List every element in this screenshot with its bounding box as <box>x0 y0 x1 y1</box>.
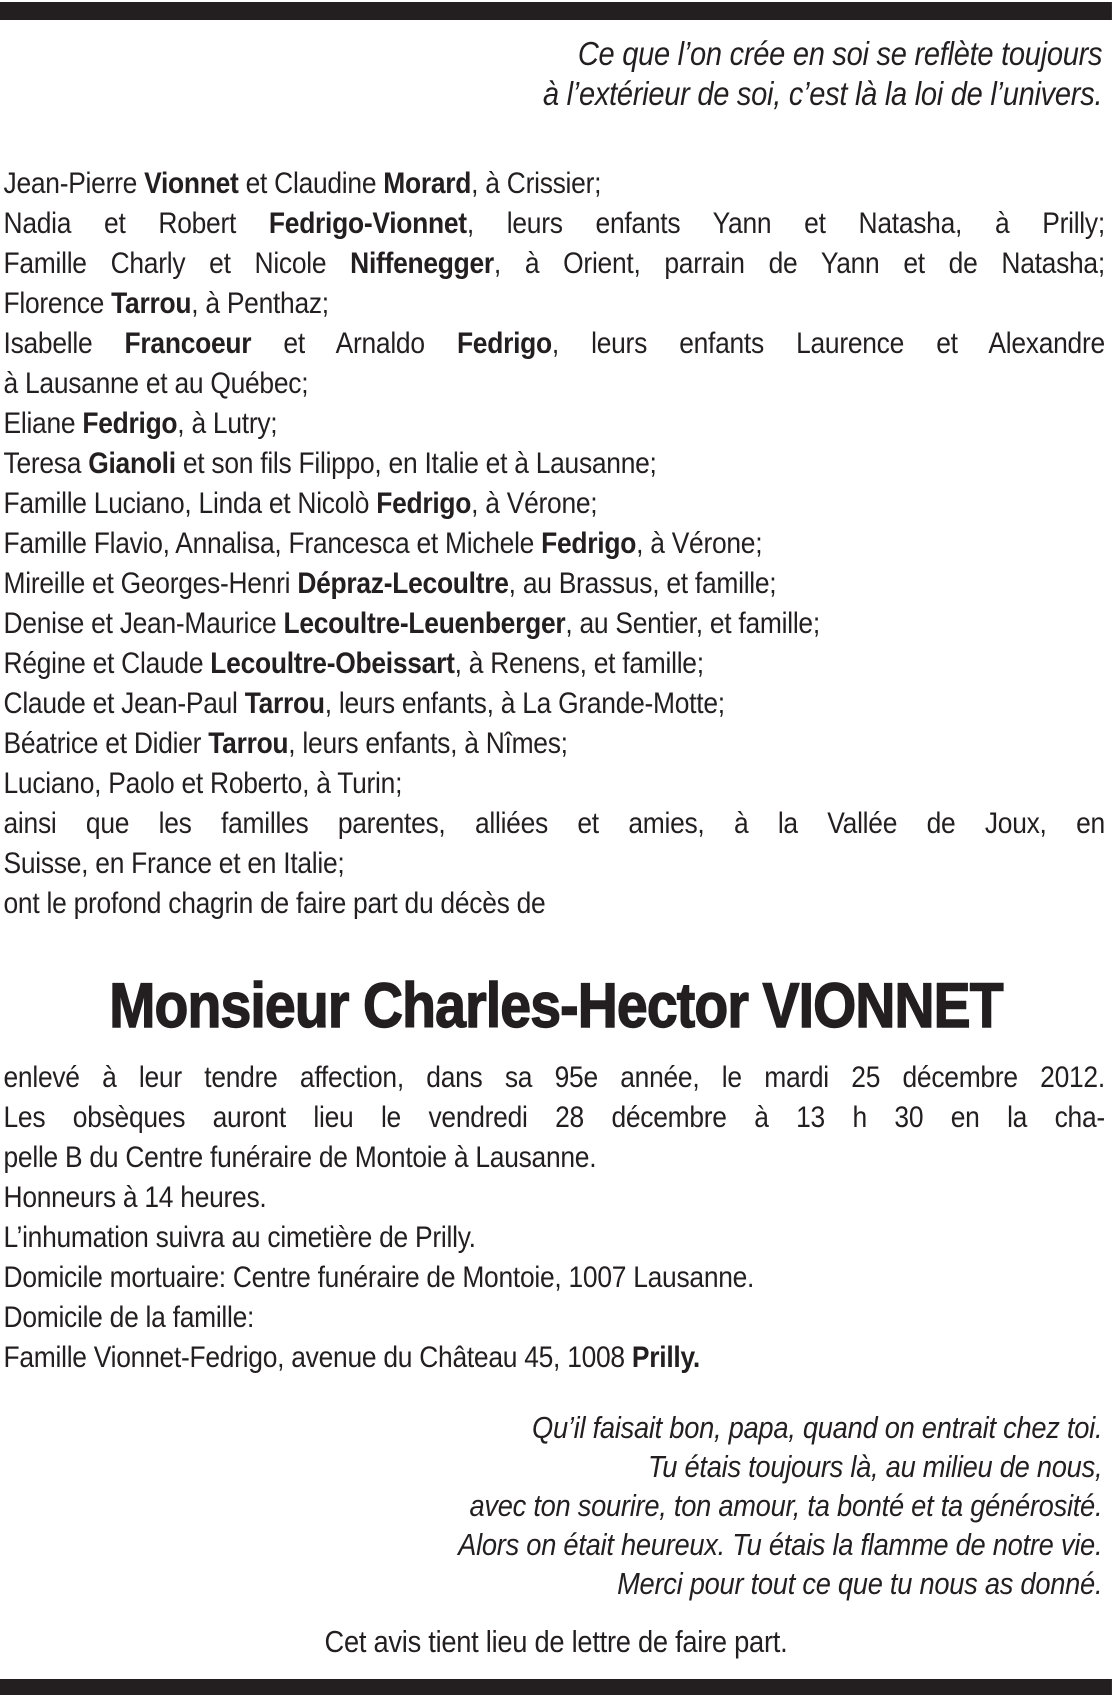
family-name-emphasis: Morard <box>383 167 472 200</box>
text-segment: ainsi que les familles parentes, alliées et amies, à la Vallée de Joux, en <box>3 807 1105 840</box>
text-segment: , à Vérone; <box>636 527 763 560</box>
family-name-emphasis: Niffenegger <box>350 247 494 280</box>
text-segment: , leurs enfants, à La Grande-Motte; <box>324 687 725 720</box>
family-line <box>4 804 1105 844</box>
family-line <box>4 364 1105 404</box>
family-line <box>4 604 1105 644</box>
text-segment: Domicile mortuaire: Centre funéraire de Montoie, 1007 Lausanne. <box>3 1261 755 1294</box>
family-name-emphasis: Tarrou <box>111 287 192 320</box>
text-segment: ont le profond chagrin de faire part du décès de <box>3 887 546 920</box>
text-segment: Les obsèques auront lieu le vendredi 28 décembre à 13 h 30 en la cha- <box>3 1101 1105 1134</box>
poem-line: Tu étais toujours là, au milieu de nous, <box>647 1449 1103 1484</box>
text-segment: , à Vérone; <box>471 487 598 520</box>
text-segment: , au Brassus, et famille; <box>508 567 777 600</box>
details-line <box>4 1218 1105 1258</box>
text-segment: , à Crissier; <box>471 167 602 200</box>
details-line <box>4 1338 1105 1378</box>
memorial-poem <box>0 1408 1112 1603</box>
family-line <box>4 684 1105 724</box>
family-name-emphasis: Gianoli <box>88 447 176 480</box>
text-segment: Famille Charly et Nicole <box>3 247 351 280</box>
text-segment: Famille Flavio, Annalisa, Francesca et Michele <box>3 527 542 560</box>
family-line <box>4 204 1105 244</box>
family-line <box>4 444 1105 484</box>
text-segment: Teresa <box>3 447 89 480</box>
text-segment: à Lausanne et au Québec; <box>3 367 309 400</box>
family-line <box>4 164 1105 204</box>
poem-line: Merci pour tout ce que tu nous as donné. <box>617 1566 1103 1601</box>
family-name-emphasis: Francoeur <box>124 327 252 360</box>
text-segment: et Arnaldo <box>251 327 457 360</box>
text-segment: Famille Luciano, Linda et Nicolò <box>3 487 377 520</box>
family-line <box>4 724 1105 764</box>
text-segment: Eliane <box>3 407 83 440</box>
family-line <box>4 844 1105 884</box>
text-segment: enlevé à leur tendre affection, dans sa 95e année, le mardi 25 décembre 2012. <box>3 1061 1105 1094</box>
family-name-emphasis: Fedrigo-Vionnet <box>268 207 467 240</box>
family-name-emphasis: Lecoultre-Leuenberger <box>283 607 566 640</box>
poem-line: avec ton sourire, ton amour, ta bonté et ta générosité. <box>469 1488 1103 1523</box>
family-line <box>4 324 1105 364</box>
family-list <box>0 164 1112 924</box>
family-name-emphasis: Fedrigo <box>82 407 178 440</box>
text-segment: Nadia et Robert <box>3 207 269 240</box>
text-segment: , à Orient, parrain de Yann et de Natasha; <box>493 247 1105 280</box>
family-name-emphasis: Fedrigo <box>456 327 552 360</box>
details-line <box>4 1138 1105 1178</box>
family-name-emphasis: Fedrigo <box>376 487 472 520</box>
text-segment: Régine et Claude <box>3 647 211 680</box>
text-segment: Isabelle <box>3 327 125 360</box>
text-segment: et son fils Filippo, en Italie et à Lausanne; <box>175 447 657 480</box>
text-segment: Suisse, en France et en Italie; <box>3 847 345 880</box>
family-name-emphasis: Lecoultre-Obeissart <box>210 647 455 680</box>
epigraph-line: Ce que l’on crée en soi se reflète toujours <box>577 35 1103 72</box>
family-line <box>4 884 1105 924</box>
details-line <box>4 1178 1105 1218</box>
text-segment: Mireille et Georges-Henri <box>3 567 298 600</box>
text-segment: Famille Vionnet-Fedrigo, avenue du Château 45, 1008 <box>3 1341 632 1374</box>
family-name-emphasis: Dépraz-Lecoultre <box>297 567 509 600</box>
bottom-rule <box>0 1679 1112 1695</box>
text-segment: Béatrice et Didier <box>3 727 209 760</box>
family-name-emphasis: Fedrigo <box>541 527 637 560</box>
epigraph <box>0 34 1112 114</box>
funeral-details <box>0 1058 1112 1378</box>
epigraph-line: à l’extérieur de soi, c’est là la loi de l’univers. <box>542 75 1103 112</box>
details-line <box>4 1098 1105 1138</box>
text-segment: Claude et Jean-Paul <box>3 687 245 720</box>
closing-statement: Cet avis tient lieu de lettre de faire part. <box>324 1624 788 1659</box>
family-name-emphasis: Prilly. <box>631 1341 701 1374</box>
poem-line: Alors on était heureux. Tu étais la flamme de notre vie. <box>458 1527 1103 1562</box>
poem-line: Qu’il faisait bon, papa, quand on entrait chez toi. <box>532 1410 1103 1445</box>
family-line <box>4 404 1105 444</box>
text-segment: , leurs enfants, à Nîmes; <box>288 727 568 760</box>
family-name-emphasis: Tarrou <box>208 727 289 760</box>
text-segment: pelle B du Centre funéraire de Montoie à Lausanne. <box>3 1141 597 1174</box>
text-segment: , à Lutry; <box>177 407 278 440</box>
text-segment: , à Renens, et famille; <box>454 647 704 680</box>
deceased-name-headline: Monsieur Charles-Hector VIONNET <box>109 971 1003 1041</box>
text-segment: , à Penthaz; <box>191 287 329 320</box>
text-segment: Florence <box>3 287 112 320</box>
family-name-emphasis: Tarrou <box>244 687 325 720</box>
family-line <box>4 564 1105 604</box>
text-segment: Domicile de la famille: <box>3 1301 255 1334</box>
text-segment: , au Sentier, et famille; <box>565 607 820 640</box>
text-segment: , leurs enfants Yann et Natasha, à Prilly; <box>466 207 1105 240</box>
text-segment: Denise et Jean-Maurice <box>3 607 284 640</box>
family-line <box>4 524 1105 564</box>
family-line <box>4 244 1105 284</box>
text-segment: Luciano, Paolo et Roberto, à Turin; <box>3 767 403 800</box>
top-rule <box>0 2 1112 20</box>
family-line <box>4 484 1105 524</box>
details-line <box>4 1058 1105 1098</box>
family-line <box>4 764 1105 804</box>
text-segment: et Claudine <box>238 167 384 200</box>
text-segment: L’inhumation suivra au cimetière de Prilly. <box>3 1221 476 1254</box>
text-segment: Honneurs à 14 heures. <box>3 1181 267 1214</box>
text-segment: , leurs enfants Laurence et Alexandre <box>551 327 1105 360</box>
family-line <box>4 644 1105 684</box>
details-line <box>4 1298 1105 1338</box>
details-line <box>4 1258 1105 1298</box>
family-line <box>4 284 1105 324</box>
family-name-emphasis: Vionnet <box>144 167 239 200</box>
text-segment: Jean-Pierre <box>3 167 145 200</box>
